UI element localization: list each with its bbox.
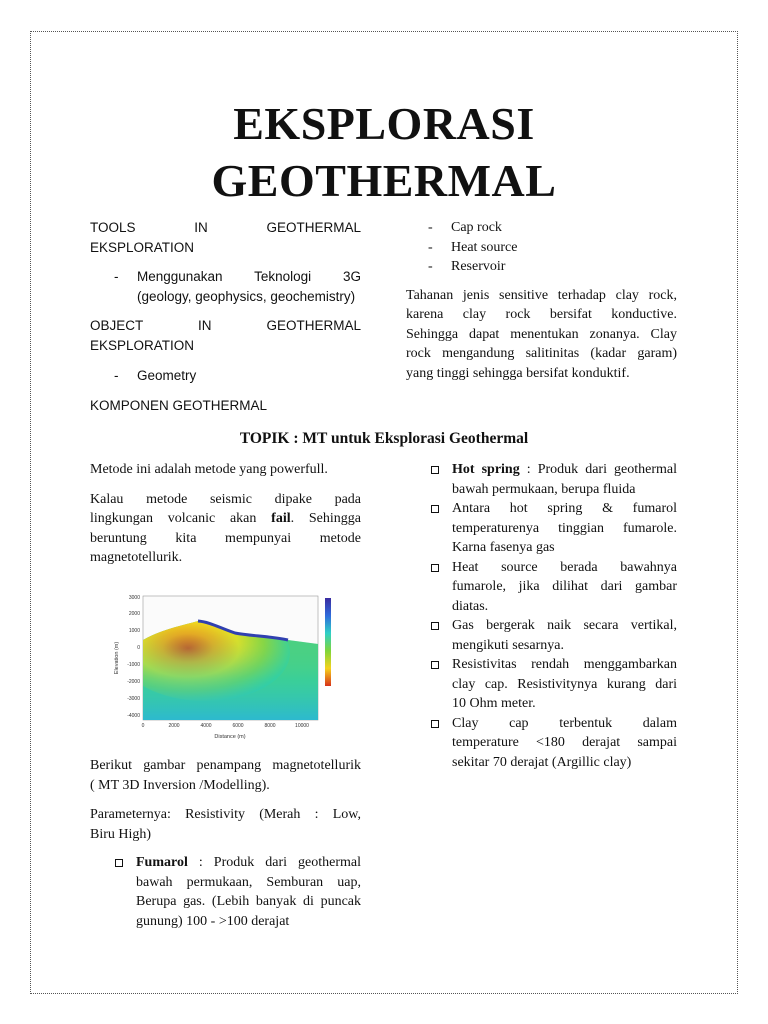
- tools-item: - Menggunakan Teknologi 3G (geology, geophysics, geochemistry): [114, 269, 361, 304]
- tools-heading-2: EKSPLORATION: [90, 239, 195, 255]
- x-tick: 8000: [264, 723, 276, 729]
- y-tick: 0: [137, 645, 140, 651]
- bullet-item: Gas bergerak naik secara vertikal, mengikuti sesarnya.: [429, 616, 677, 655]
- square-bullet-icon: [431, 466, 439, 474]
- y-tick: -3000: [127, 696, 140, 702]
- object-item: - Geometry: [114, 368, 197, 383]
- y-tick: 2000: [128, 611, 140, 617]
- tools-heading: TOOLS IN GEOTHERMAL: [90, 220, 361, 235]
- right-top-column: [406, 218, 677, 383]
- right-bottom-column: [429, 460, 677, 772]
- bullet-fumarol: Fumarol : Produk dari geothermal bawah permukaan, Semburan uap, Berupa gas. (Lebih banyak di puncak gunung) 100 - >100 derajat: [113, 853, 361, 931]
- title-line-1: EKSPLORASI: [233, 98, 535, 149]
- object-heading-2: EKSPLORATION: [90, 337, 195, 353]
- object-heading: OBJECT IN GEOTHERMAL: [90, 318, 361, 333]
- paragraph-parameter: Parameternya: Resistivity (Merah : Low, Biru High): [90, 807, 361, 842]
- x-tick: 4000: [200, 723, 212, 729]
- paragraph-figure-caption: Berikut gambar penampang magnetotellurik ( MT 3D Inversion /Modelling).: [90, 758, 361, 793]
- color-scale-bar: [325, 598, 331, 686]
- y-tick: -2000: [127, 679, 140, 685]
- square-bullet-icon: [431, 720, 439, 728]
- left-bottom-column-2: [90, 756, 361, 931]
- x-axis-label: Distance (m): [214, 734, 246, 740]
- y-tick: -1000: [127, 662, 140, 668]
- component-item-reservoir: - Reservoir: [428, 259, 506, 274]
- x-tick: 0: [141, 723, 145, 729]
- bullet-item: Heat source berada bawahnya fumarole, jika dilihat dari gambar diatas.: [429, 558, 677, 617]
- square-bullet-icon: [431, 505, 439, 513]
- mt-section-figure: [110, 588, 360, 748]
- x-tick: 6000: [232, 723, 244, 729]
- bold-fail: fail: [271, 511, 291, 526]
- paragraph-seismic: Kalau metode seismic dipake pada lingkungan volcanic akan fail. Sehingga beruntung kita mempunyai metode magnetotellurik.: [90, 491, 362, 565]
- y-tick: -4000: [127, 713, 140, 719]
- y-axis-label: Elevation (m): [114, 641, 120, 675]
- square-bullet-icon: [431, 564, 439, 572]
- dash-marker: -: [114, 269, 119, 284]
- y-tick: 3000: [128, 595, 140, 601]
- left-top-column: [90, 218, 361, 415]
- left-bottom-column: [90, 460, 361, 568]
- x-tick: 2000: [168, 723, 180, 729]
- section-heading-topik: TOPIK : MT untuk Eksplorasi Geothermal: [239, 430, 529, 447]
- bullet-item: Antara hot spring & fumarol temperaturenya tinggian fumarole. Karna fasenya gas: [429, 499, 677, 558]
- component-item-cap-rock: - Cap rock: [428, 220, 502, 235]
- component-item-heat-source: - Heat source: [428, 239, 518, 255]
- x-tick: 10000: [295, 723, 309, 729]
- square-bullet-icon: [115, 859, 123, 867]
- y-tick: 1000: [128, 628, 140, 634]
- title-line-2: GEOTHERMAL: [211, 155, 557, 206]
- bullet-item: Clay cap terbentuk dalam temperature <180 derajat sampai sekitar 70 derajat (Argillic clay): [429, 714, 677, 773]
- paragraph-metode: Metode ini adalah metode yang powerfull.: [90, 462, 328, 477]
- bullet-item: Resistivitas rendah menggambarkan clay cap. Resistivitynya kurang dari 10 Ohm meter.: [429, 655, 677, 714]
- document-title: [0, 95, 768, 209]
- square-bullet-icon: [431, 622, 439, 630]
- komponen-heading: KOMPONEN GEOTHERMAL: [90, 397, 268, 413]
- bullet-hot-spring: Hot spring : Produk dari geothermal bawah permukaan, berupa fluida: [429, 460, 677, 499]
- square-bullet-icon: [431, 661, 439, 669]
- resistivity-paragraph: Tahanan jenis sensitive terhadap clay rock, karena clay rock bersifat konductive. Sehingga dapat menentukan zonanya. Clay rock mengandung salitinitas (kadar garam) yang tinggi sehingga bersifat konduktif.: [406, 287, 677, 381]
